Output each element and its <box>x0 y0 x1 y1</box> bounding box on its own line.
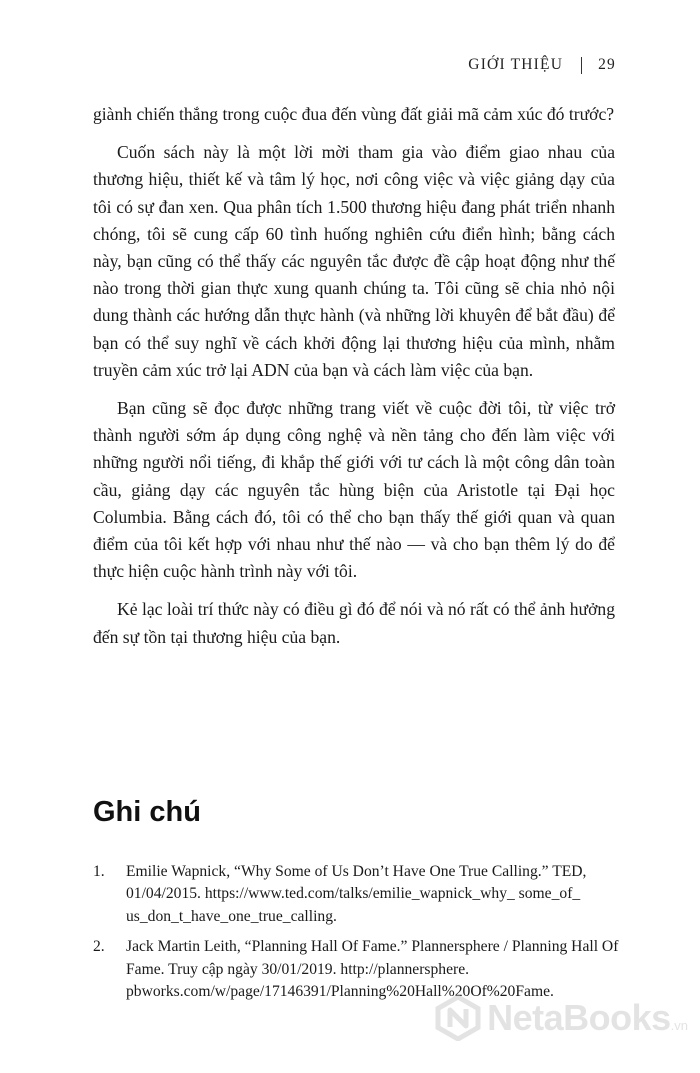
note-number: 1. <box>93 863 105 880</box>
watermark-logo <box>435 995 688 1041</box>
body-text <box>93 101 615 662</box>
notes-list <box>93 861 623 1011</box>
running-header <box>468 56 616 74</box>
paragraph-continued: giành chiến thắng trong cuộc đua đến vùng đất giải mã cảm xúc đó trước? <box>93 104 615 124</box>
note-item <box>93 936 623 1003</box>
note-item <box>93 861 623 928</box>
note-text: Emilie Wapnick, “Why Some of Us Don’t Have One True Calling.” TED, 01/04/2015. https://www.ted.com/talks/emilie_wapnick_why_ some_of_ us_don_t_have_one_true_calling. <box>126 863 587 925</box>
netabooks-logo-icon <box>435 995 481 1041</box>
header-divider <box>581 57 582 74</box>
page-number: 29 <box>598 56 616 73</box>
paragraph: Kẻ lạc loài trí thức này có điều gì đó để nói và nó rất có thể ảnh hưởng đến sự tồn tại thương hiệu của bạn. <box>93 599 615 647</box>
watermark-brand: NetaBooks <box>487 997 671 1038</box>
note-text: Jack Martin Leith, “Planning Hall Of Fame.” Plannersphere / Planning Hall Of Fame. Truy cập ngày 30/01/2019. http://plannersphere. pbworks.com/w/page/17146391/Planning%20Hall%20Of%20Fame. <box>126 938 619 1001</box>
paragraph: Cuốn sách này là một lời mời tham gia vào điểm giao nhau của thương hiệu, thiết kế và tâm lý học, nơi công việc và việc giảng dạy của tôi có sự đan xen. Qua phân tích 1.500 thương hiệu đang phát triển nhanh chóng, tôi sẽ cung cấp 60 tình huống nghiên cứu điển hình; bằng cách này, bạn cũng có thể thấy các nguyên tắc được đề cập hoạt động như thế nào trong thời gian thực xung quanh chúng ta. Tôi cũng sẽ chia nhỏ nội dung thành các hướng dẫn thực hành (và những lời khuyên để bắt đầu) để bạn có thể suy nghĩ về cách khởi động lại thương hiệu của mình, nhằm truyền cảm xúc trở lại ADN của bạn và cách làm việc của bạn. <box>93 142 615 380</box>
section-title: GIỚI THIỆU <box>468 56 564 73</box>
note-number: 2. <box>93 938 105 956</box>
notes-heading: Ghi chú <box>93 796 201 828</box>
watermark-suffix: .vn <box>670 1018 688 1033</box>
paragraph: Bạn cũng sẽ đọc được những trang viết về cuộc đời tôi, từ việc trở thành người sớm áp dụng công nghệ và nền tảng cho đến làm việc với những người nổi tiếng, đi khắp thế giới với tư cách là một công dân toàn cầu, giảng dạy các nguyên tắc hùng biện của Aristotle tại Đại học Columbia. Bằng cách đó, tôi có thể cho bạn thấy thế giới quan và quan điểm của tôi kết hợp với nhau như thế nào — và cho bạn thêm lý do để thực hiện cuộc hành trình này với tôi. <box>93 398 615 582</box>
